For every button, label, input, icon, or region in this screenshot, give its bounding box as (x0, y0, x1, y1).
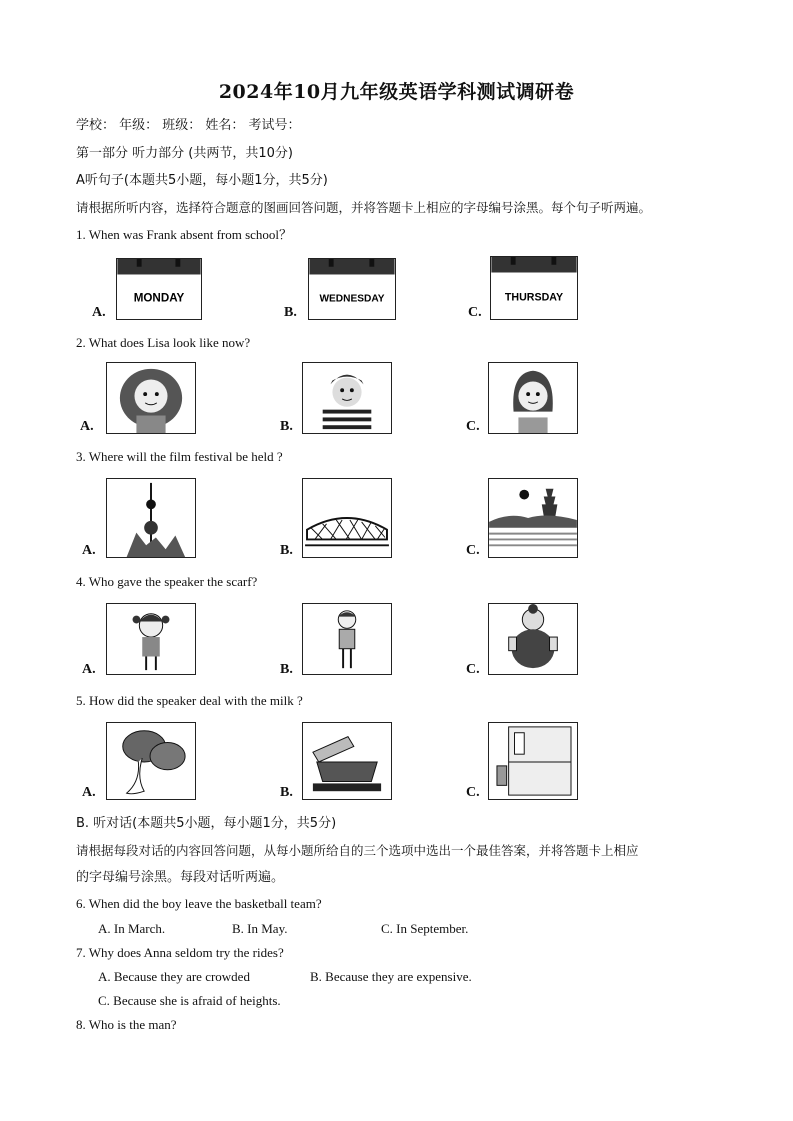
q7-option-a: A. Because they are crowded (98, 969, 250, 984)
calendar-word-thursday: THURSDAY (504, 291, 564, 304)
q2-option-a-label: A. (80, 419, 94, 434)
q1-option-a-label: A. (92, 305, 106, 320)
question-4: 4. Who gave the speaker the scarf? (76, 574, 258, 589)
q7-option-c: C. Because she is afraid of heights. (98, 993, 281, 1008)
section-b-instruction-line1: 请根据每段对话的内容回答问题，从每小题所给自的三个选项中选出一个最佳答案，并将答题卡上相应 (76, 843, 639, 858)
grandmother-image (488, 603, 578, 675)
calendar-wednesday-image (308, 258, 396, 320)
q6-option-c: C. In September. (381, 921, 469, 936)
little-girl-image (106, 603, 196, 675)
q4-option-c-label: C. (466, 662, 480, 677)
question-7: 7. Why does Anna seldom try the rides? (76, 945, 284, 960)
question-6: 6. When did the boy leave the basketball team? (76, 896, 322, 911)
page-title: 2024年10月九年级英语学科测试调研卷 (218, 81, 575, 103)
q5-option-c-label: C. (466, 785, 480, 800)
calendar-word-wednesday: WEDNESDAY (319, 293, 385, 305)
section-b-instruction-line2: 的字母编号涂黑。每段对话听两遍。 (76, 870, 285, 885)
q3-option-b-label: B. (280, 543, 293, 558)
pagoda-lake-image (488, 478, 578, 558)
q4-option-a-label: A. (82, 662, 96, 677)
q1-option-b-label: B. (284, 305, 297, 320)
q3-option-c-label: C. (466, 543, 480, 558)
section-a-instruction: 请根据所听内容，选择符合题意的图画回答问题，并将答题卡上相应的字母编号涂黑。每个句子听两遍。 (76, 200, 652, 215)
question-2: 2. What does Lisa look like now? (76, 335, 251, 350)
birds-nest-stadium-image (302, 478, 392, 558)
q2-option-b-label: B. (280, 419, 293, 434)
q5-option-a-label: A. (82, 785, 96, 800)
tv-tower-image (106, 478, 196, 558)
q6-option-b: B. In May. (232, 921, 288, 936)
q1-option-c-label: C. (468, 305, 482, 320)
pouring-milk-image (106, 722, 196, 800)
fridge-milk-image (488, 722, 578, 800)
girl-curly-hair-image (106, 362, 196, 434)
little-boy-image (302, 603, 392, 675)
calendar-monday-image (116, 258, 202, 320)
girl-straight-hair-image (488, 362, 578, 434)
section-a-heading: A听句子(本题共5小题，每小题1分，共5分) (76, 173, 328, 188)
boiling-milk-image (302, 722, 392, 800)
question-8: 8. Who is the man? (76, 1017, 177, 1032)
question-1: 1. When was Frank absent from school？ (76, 227, 293, 242)
man-striped-shirt-image (302, 362, 392, 434)
question-3: 3. Where will the film festival be held ? (76, 449, 283, 464)
q6-option-a: A. In March. (98, 921, 166, 936)
part-one-heading: 第一部分 听力部分 (共两节，共10分) (76, 146, 293, 161)
q2-option-c-label: C. (466, 419, 480, 434)
calendar-thursday-image (490, 256, 578, 320)
q3-option-a-label: A. (82, 543, 96, 558)
q7-option-b: B. Because they are expensive. (310, 969, 472, 984)
q5-option-b-label: B. (280, 785, 293, 800)
section-b-heading: B. 听对话(本题共5小题，每小题1分，共5分) (76, 816, 337, 831)
q4-option-b-label: B. (280, 662, 293, 677)
student-info-line: 学校： 年级： 班级： 姓名： 考试号： (76, 118, 301, 133)
calendar-word-monday: MONDAY (133, 291, 185, 305)
question-5: 5. How did the speaker deal with the milk ? (76, 693, 303, 708)
